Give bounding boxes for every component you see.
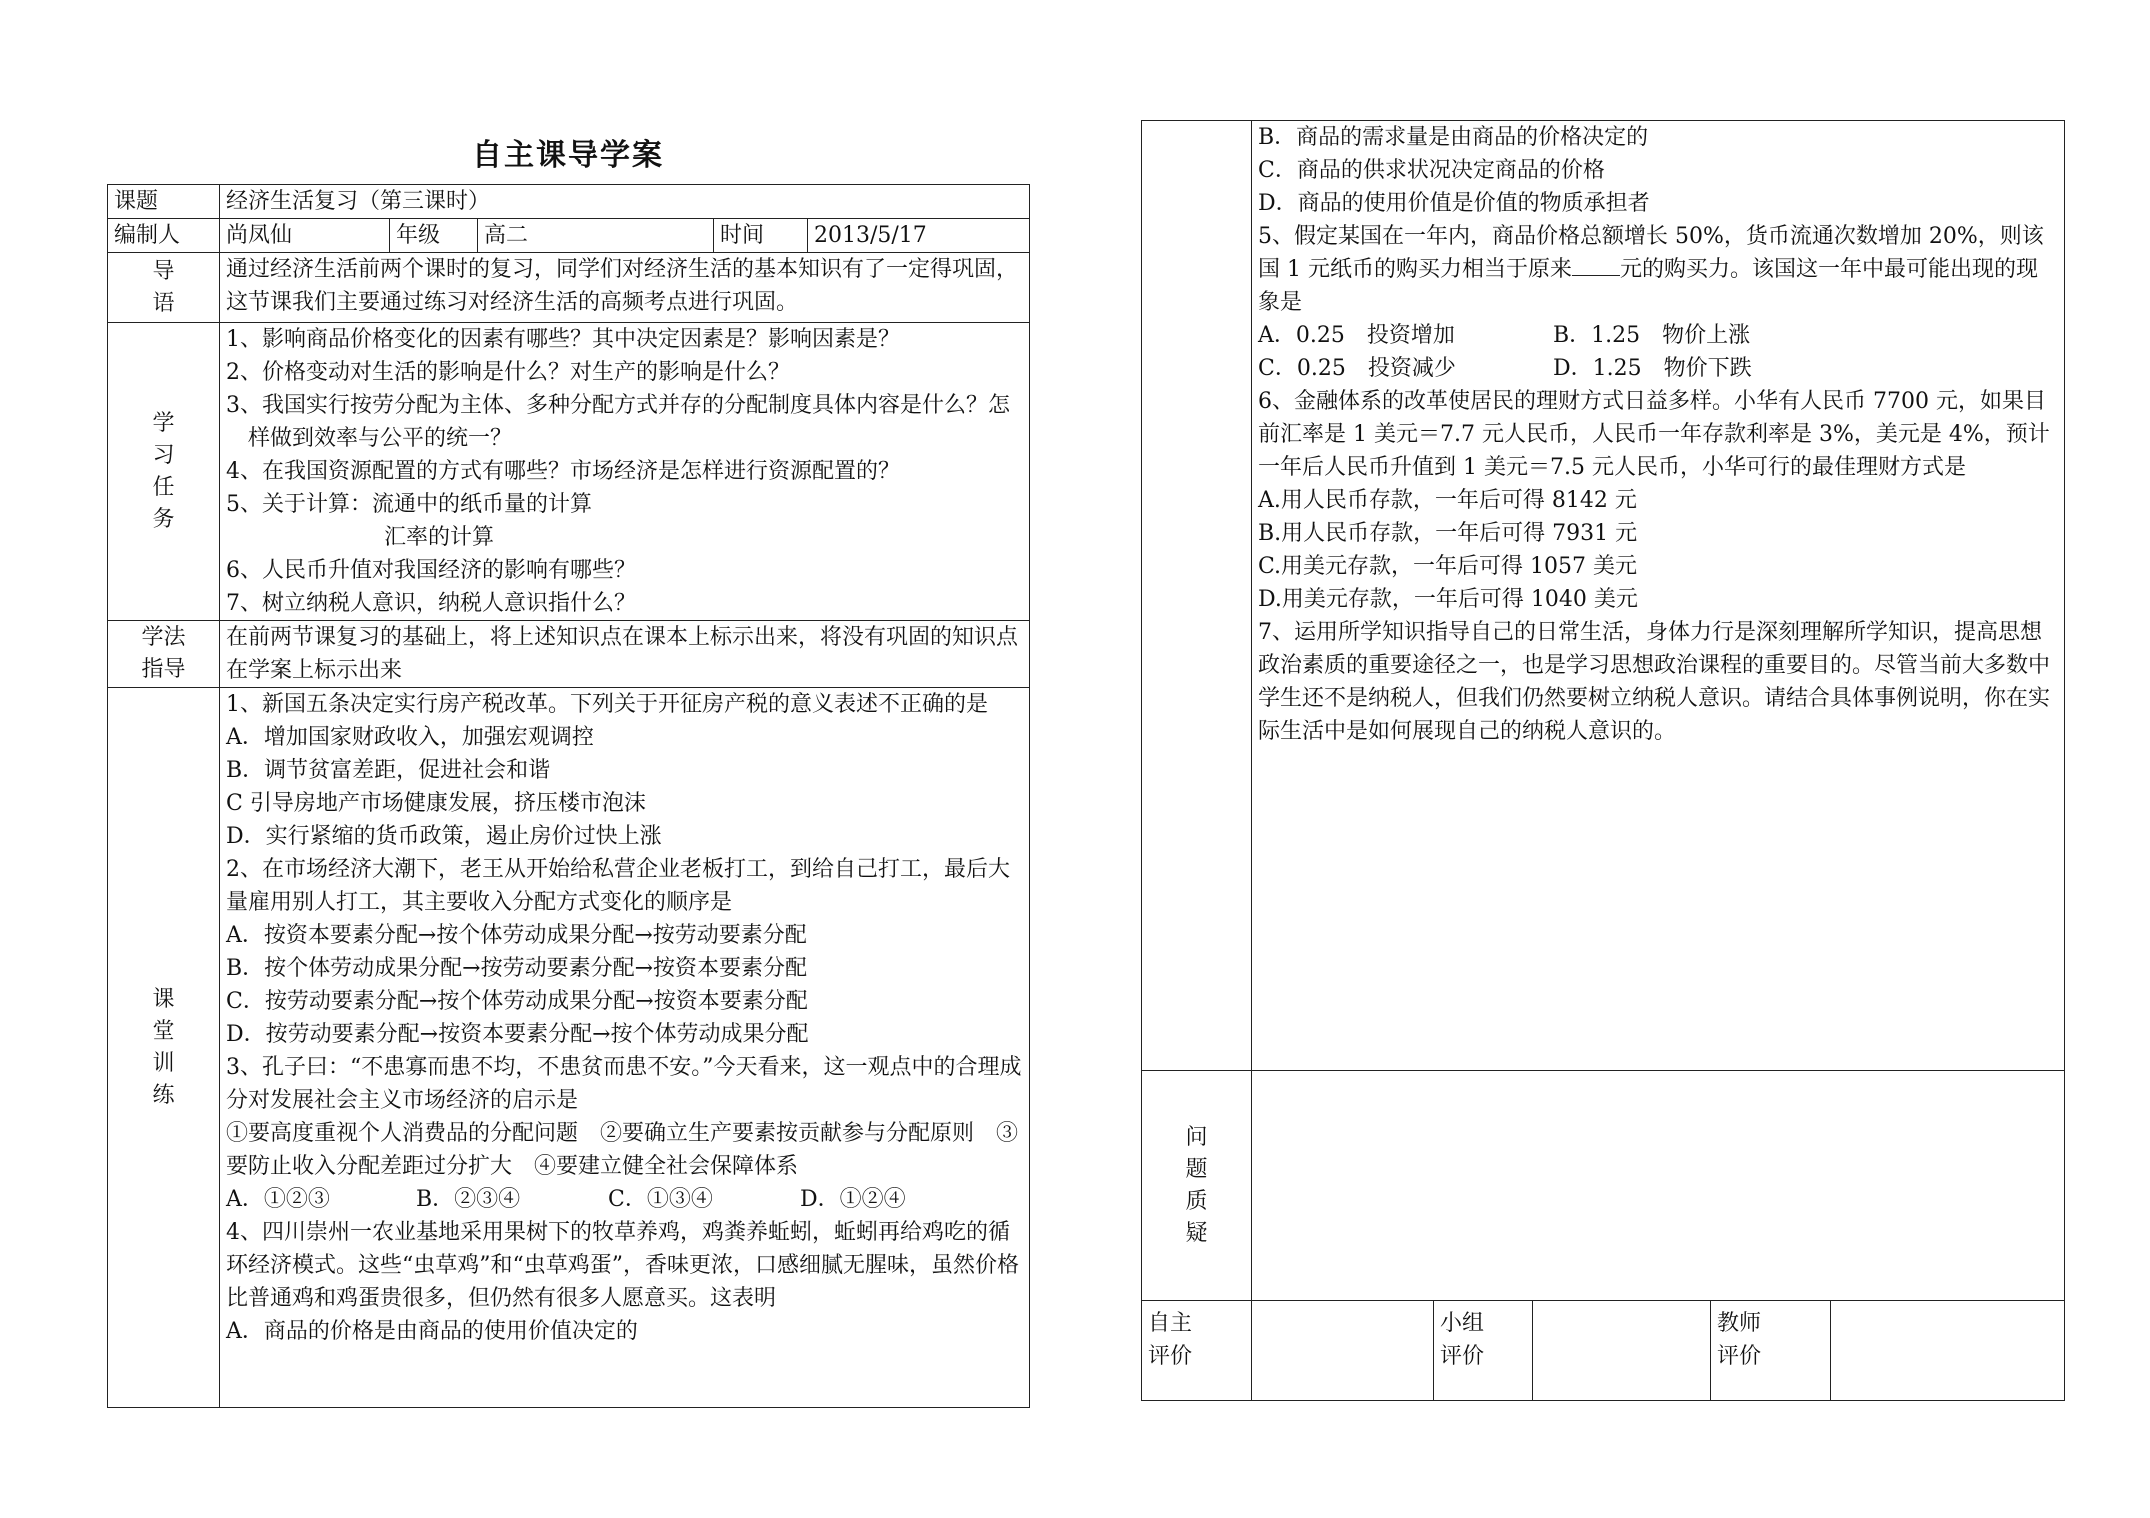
method-label: 学法 指导 (108, 621, 220, 688)
tasks-list (220, 323, 1030, 621)
tasks-label: 学 习 任 务 (108, 323, 220, 621)
intro-text: 通过经济生活前两个课时的复习，同学们对经济生活的基本知识有了一定得巩固，这节课我们主要通过练习对经济生活的高频考点进行巩固。 (220, 253, 1030, 323)
question-stem: 1、新国五条决定实行房产税改革。下列关于开征房产税的意义表述不正确的是 (226, 692, 988, 717)
time-label: 时间 (714, 219, 808, 253)
teacher-eval-label: 教师 评价 (1711, 1301, 1831, 1401)
questions-label: 问 题 质 疑 (1142, 1071, 1252, 1301)
teacher-eval-field[interactable] (1831, 1301, 2065, 1401)
answer-option: B．调节贫富差距，促进社会和谐 (226, 758, 551, 783)
practice-questions-right (1252, 121, 2065, 1071)
document-title: 自主课导学案 (472, 138, 664, 173)
method-text: 在前两节课复习的基础上，将上述知识点在课本上标示出来，将没有巩固的知识点在学案上标示出来 (220, 621, 1030, 688)
author-label: 编制人 (108, 219, 220, 253)
answer-option: D．1.25 物价下跌 (1553, 356, 1752, 381)
answer-option: A.用人民币存款，一年后可得 8142 元 (1258, 488, 1637, 513)
answer-option: A．增加国家财政收入，加强宏观调控 (226, 725, 594, 750)
answer-option: C．商品的供求状况决定商品的价格 (1258, 158, 1605, 183)
group-eval-field[interactable] (1533, 1301, 1711, 1401)
grade-label: 年级 (390, 219, 478, 253)
answer-options-row (1258, 319, 2058, 352)
task-item: 4、在我国资源配置的方式有哪些？市场经济是怎样进行资源配置的？ (226, 459, 900, 484)
question-stem: 3、孔子曰：“不患寡而患不均，不患贫而患不安。”今天看来，这一观点中的合理成分对发展社会主义市场经济的启示是 (226, 1055, 1022, 1113)
answer-option: D.用美元存款，一年后可得 1040 美元 (1258, 587, 1638, 612)
topic-value: 经济生活复习（第三课时） (220, 185, 1030, 219)
self-eval-label: 自主 评价 (1142, 1301, 1252, 1401)
answer-option: C 引导房地产市场健康发展，挤压楼市泡沫 (226, 791, 646, 816)
answer-option: B.用人民币存款，一年后可得 7931 元 (1258, 521, 1638, 546)
answer-options-row (1258, 352, 2058, 385)
question-stem: 5、假定某国在一年内，商品价格总额增长 50%，货币流通次数增加 20%，则该国 1 元纸币的购买力相当于原来 元的购买力。该国这一年中最可能出现的现象是 (1258, 224, 2044, 315)
question-items: ①要高度重视个人消费品的分配问题 ②要确立生产要素按贡献参与分配原则 ③要防止收入分配差距过分扩大 ④要建立健全社会保障体系 (226, 1121, 1019, 1179)
answer-option: A．①②③ (226, 1187, 330, 1212)
task-item: 6、人民币升值对我国经济的影响有哪些？ (226, 558, 636, 583)
time-value: 2013/5/17 (808, 219, 1030, 253)
answer-option: D．实行紧缩的货币政策，遏止房价过快上涨 (226, 824, 662, 849)
answer-option: C.用美元存款，一年后可得 1057 美元 (1258, 554, 1638, 579)
question-stem: 6、金融体系的改革使居民的理财方式日益多样。小华有人民币 7700 元，如果目前汇率是 1 美元＝7.7 元人民币，人民币一年存款利率是 3%，美元是 4%，预计一年后人民币升值到 1 美元＝7.5 元人民币，小华可行的最佳理财方式是 (1258, 389, 2050, 480)
topic-label: 课题 (108, 185, 220, 219)
practice-label-continued (1142, 121, 1252, 1071)
answer-option: B．按个体劳动成果分配→按劳动要素分配→按资本要素分配 (226, 956, 808, 981)
grade-value: 高二 (478, 219, 714, 253)
question-stem: 7、运用所学知识指导自己的日常生活，身体力行是深刻理解所学知识，提高思想政治素质的重要途径之一，也是学习思想政治课程的重要目的。尽管当前大多数中学生还不是纳税人，但我们仍然要树立纳税人意识。请结合具体事例说明，你在实际生活中是如何展现自己的纳税人意识的。 (1258, 620, 2051, 744)
right-page (1141, 120, 2064, 1401)
left-page (107, 128, 1029, 1408)
group-eval-label: 小组 评价 (1434, 1301, 1533, 1401)
answer-option: A．按资本要素分配→按个体劳动成果分配→按劳动要素分配 (226, 923, 807, 948)
answer-options-row (226, 1183, 1023, 1216)
answer-option: B．②③④ (416, 1187, 521, 1212)
questions-area[interactable] (1252, 1071, 2065, 1301)
continuation-table (1141, 120, 2065, 1401)
answer-option: D．按劳动要素分配→按资本要素分配→按个体劳动成果分配 (226, 1022, 809, 1047)
author-value: 尚凤仙 (220, 219, 390, 253)
practice-label: 课 堂 训 练 (108, 688, 220, 1408)
question-stem: 2、在市场经济大潮下，老王从开始给私营企业老板打工，到给自己打工，最后大量雇用别人打工，其主要收入分配方式变化的顺序是 (226, 857, 1010, 915)
task-item: 汇率的计算 (384, 525, 495, 550)
answer-option: A．0.25 投资增加 (1258, 323, 1455, 348)
self-eval-field[interactable] (1252, 1301, 1434, 1401)
task-item: 2、价格变动对生活的影响是什么？对生产的影响是什么？ (226, 360, 790, 385)
practice-questions-left (220, 688, 1030, 1408)
fill-blank[interactable] (1572, 253, 1620, 276)
task-item: 7、树立纳税人意识，纳税人意识指什么？ (226, 591, 636, 616)
answer-option: C．①③④ (608, 1187, 713, 1212)
task-item: 1、影响商品价格变化的因素有哪些？其中决定因素是？影响因素是？ (226, 327, 900, 352)
lesson-plan-table (107, 184, 1030, 1408)
answer-option: B．1.25 物价上涨 (1553, 323, 1751, 348)
intro-label: 导 语 (108, 253, 220, 323)
answer-option: A．商品的价格是由商品的使用价值决定的 (226, 1319, 638, 1344)
task-item: 5、关于计算：流通中的纸币量的计算 (226, 492, 592, 517)
answer-option: D．①②④ (800, 1187, 906, 1212)
task-item: 3、我国实行按劳分配为主体、多种分配方式并存的分配制度具体内容是什么？怎样做到效率与公平的统一？ (226, 393, 1010, 451)
answer-option: D．商品的使用价值是价值的物质承担者 (1258, 191, 1650, 216)
answer-option: C．按劳动要素分配→按个体劳动成果分配→按资本要素分配 (226, 989, 808, 1014)
answer-option: B．商品的需求量是由商品的价格决定的 (1258, 125, 1649, 150)
question-stem: 4、四川崇州一农业基地采用果树下的牧草养鸡，鸡粪养蚯蚓，蚯蚓再给鸡吃的循环经济模式。这些“虫草鸡”和“虫草鸡蛋”，香味更浓，口感细腻无腥味，虽然价格比普通鸡和鸡蛋贵很多，但仍然有很多人愿意买。这表明 (226, 1220, 1019, 1311)
answer-option: C．0.25 投资减少 (1258, 356, 1456, 381)
